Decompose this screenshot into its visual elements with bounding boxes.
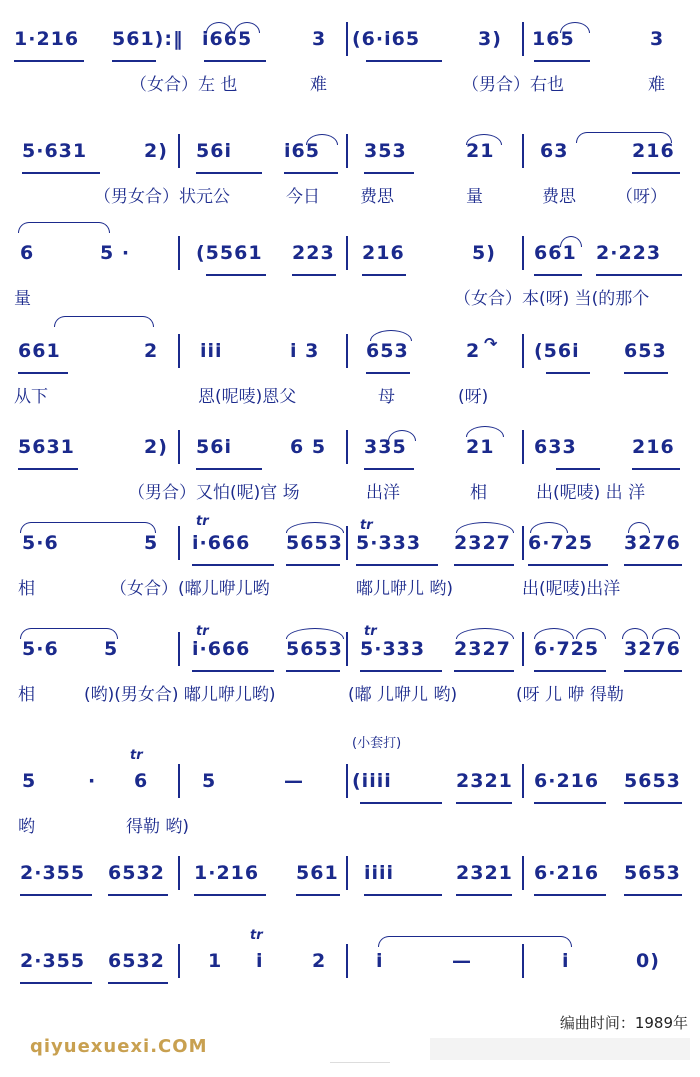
beam (556, 468, 600, 470)
beam (364, 894, 442, 896)
lyric-text: 嘟儿咿儿 哟) (356, 579, 454, 599)
trill-mark: tr (360, 518, 373, 533)
beam (624, 894, 682, 896)
trill-mark: tr (130, 748, 143, 763)
bar-line (178, 526, 180, 560)
bar-line (522, 526, 524, 560)
note-group: 1 (208, 950, 223, 972)
note-group: 5653 (286, 532, 343, 554)
beam (456, 802, 512, 804)
beam (534, 670, 606, 672)
lyric-text: 恩(呢唛)恩父 (198, 387, 297, 407)
bar-line (346, 22, 348, 56)
lyric-text: 难 (310, 75, 327, 95)
bar-line (522, 632, 524, 666)
slur (286, 522, 344, 533)
slur (370, 330, 412, 341)
beam (286, 564, 340, 566)
lyrics-line (0, 182, 700, 208)
beam (534, 894, 606, 896)
beam (192, 564, 274, 566)
notes-line (0, 950, 700, 980)
beam (192, 670, 274, 672)
note-group: 5·631 (22, 140, 88, 162)
beam (454, 564, 514, 566)
lyric-text: （女合）本(呀) 当(的那个 (454, 289, 650, 309)
note-group: 5 · (100, 242, 131, 264)
lyrics-line (0, 70, 700, 96)
beam (534, 802, 606, 804)
beam (360, 802, 442, 804)
bar-line (522, 944, 524, 978)
beam (366, 372, 410, 374)
bar-line (346, 430, 348, 464)
note-group: 661 (534, 242, 577, 264)
beam (292, 274, 336, 276)
note-group: 5631 (18, 436, 75, 458)
bar-line (178, 430, 180, 464)
trill-mark: tr (196, 624, 209, 639)
note-group: 633 (534, 436, 577, 458)
score-row-1 (0, 0, 700, 100)
note-group: 335 (364, 436, 407, 458)
note-group: i 3 (290, 340, 320, 362)
beam (108, 982, 168, 984)
beam (286, 670, 340, 672)
score-row-5 (0, 408, 700, 508)
slur (206, 22, 232, 33)
beam (22, 172, 100, 174)
lyric-text: (呀 儿 咿 得勒 (516, 685, 624, 705)
note-group: iiii (364, 862, 395, 884)
note-group: 3 (312, 28, 327, 50)
note-group: 3) (478, 28, 502, 50)
note-group: 6·216 (534, 862, 600, 884)
score-row-10 (0, 922, 700, 1022)
lyric-text: 量 (466, 187, 483, 207)
lyric-text: (嘟 儿咿儿 哟) (348, 685, 458, 705)
tie (576, 132, 672, 143)
note-group: i·666 (192, 638, 251, 660)
bar-line (522, 22, 524, 56)
slur (388, 430, 416, 441)
notes-line (0, 140, 700, 170)
note-group: 5 (104, 638, 119, 660)
note-group: 2·355 (20, 950, 86, 972)
arrow-icon: ↷ (484, 334, 499, 353)
tie (18, 222, 110, 233)
note-group: 2327 (454, 532, 511, 554)
trill-mark: tr (250, 928, 263, 943)
lyric-text: 出(呢唛) 出 洋 (536, 483, 646, 503)
note-group: 5653 (624, 862, 681, 884)
beam (364, 468, 414, 470)
lyric-text: 今日 (286, 187, 320, 207)
note-group: iii (200, 340, 223, 362)
note-group: 6 (20, 242, 35, 264)
notes-line (0, 242, 700, 272)
note-group: 165 (532, 28, 575, 50)
note-group: (6·i65 (352, 28, 421, 50)
note-group: 5·6 (22, 532, 59, 554)
note-group: 2327 (454, 638, 511, 660)
beam (112, 60, 156, 62)
slur (560, 236, 582, 247)
bar-line (178, 134, 180, 168)
note-group: — (452, 950, 472, 972)
note-group: 6·725 (528, 532, 594, 554)
beam (624, 802, 682, 804)
beam (546, 372, 590, 374)
bar-line (346, 632, 348, 666)
note-group: 2321 (456, 770, 513, 792)
note-group: 216 (632, 140, 675, 162)
slur (234, 22, 260, 33)
note-group: 3276 (624, 638, 681, 660)
note-group: 2 (466, 340, 481, 362)
note-group: 6 (134, 770, 149, 792)
lyrics-line (0, 382, 700, 408)
bar-line (346, 856, 348, 890)
slur (286, 628, 344, 639)
bar-line (346, 526, 348, 560)
slur (456, 628, 514, 639)
note-group: 5·333 (360, 638, 426, 660)
note-group: i·666 (192, 532, 251, 554)
slur (576, 628, 606, 639)
lyric-text: 出(呢唛)出洋 (522, 579, 621, 599)
beam (366, 60, 442, 62)
bar-line (178, 856, 180, 890)
slur (530, 522, 568, 533)
score-row-4 (0, 312, 700, 412)
tie (378, 936, 572, 947)
note-group: 216 (362, 242, 405, 264)
note-group: 5653 (286, 638, 343, 660)
beam (108, 894, 168, 896)
bar-line (522, 430, 524, 464)
notes-line (0, 532, 700, 562)
note-group: 2 (144, 340, 159, 362)
beam (18, 468, 78, 470)
beam (14, 60, 84, 62)
score-row-7 (0, 610, 700, 710)
slur (466, 426, 504, 437)
note-group: 6532 (108, 950, 165, 972)
lyrics-line (0, 284, 700, 310)
score-row-2 (0, 112, 700, 212)
score-row-8 (0, 730, 700, 837)
note-group: 661 (18, 340, 61, 362)
lyric-text: （男合）右也 (462, 75, 564, 95)
composition-date: 编曲时间：1989年 (559, 1014, 688, 1032)
beam (196, 172, 262, 174)
beam (456, 894, 512, 896)
lyric-text: 费思 (360, 187, 394, 207)
bar-line (178, 334, 180, 368)
slur (628, 522, 650, 533)
bar-line (522, 236, 524, 270)
bar-line (522, 856, 524, 890)
lyric-text: （女合）(嘟儿咿儿哟 (110, 579, 270, 599)
bar-line (178, 632, 180, 666)
beam (204, 60, 266, 62)
note-group: 3 (650, 28, 665, 50)
note-group: (56i (534, 340, 580, 362)
note-group: 1·216 (194, 862, 260, 884)
note-group: — (284, 770, 304, 792)
bar-line (522, 334, 524, 368)
note-group: i (562, 950, 570, 972)
score-row-9 (0, 834, 700, 934)
beam (360, 670, 442, 672)
beam (362, 274, 406, 276)
lyric-text: 哟 (18, 817, 35, 837)
notes-line (0, 638, 700, 668)
notes-line (0, 770, 700, 800)
note-group: 5 (22, 770, 37, 792)
lyric-text: （女合）左 也 (130, 75, 238, 95)
beam (20, 982, 92, 984)
note-group: (iiii (352, 770, 392, 792)
beam (624, 372, 668, 374)
lyric-text: （男合）又怕(呢)官 场 (128, 483, 300, 503)
beam (624, 670, 682, 672)
note-group: i65 (284, 140, 320, 162)
note-group: 561):‖ (112, 28, 184, 50)
tie (20, 628, 118, 639)
note-group: 6 5 (290, 436, 327, 458)
beam (364, 172, 414, 174)
bar-line (178, 764, 180, 798)
note-group: 5) (472, 242, 496, 264)
notes-line (0, 436, 700, 466)
slur (534, 628, 574, 639)
slur (466, 134, 502, 145)
beam (356, 564, 438, 566)
note-group: 2·223 (596, 242, 662, 264)
bar-line (522, 134, 524, 168)
note-group: 5 (144, 532, 159, 554)
slur (306, 134, 338, 145)
note-group: 2 (312, 950, 327, 972)
note-group: 653 (366, 340, 409, 362)
lyric-text: 相 (470, 483, 487, 503)
beam (454, 670, 514, 672)
score-row-3 (0, 214, 700, 314)
note-group: 216 (632, 436, 675, 458)
note-group: 5653 (624, 770, 681, 792)
notes-line (0, 862, 700, 892)
note-group: 2·355 (20, 862, 86, 884)
tie (20, 522, 156, 533)
section-annotation: (小套打) (352, 736, 402, 751)
lyric-text: 相 (18, 685, 35, 705)
bar-line (346, 764, 348, 798)
lyrics-line (0, 680, 700, 706)
bar-line (346, 236, 348, 270)
lyric-text: 费思 (542, 187, 576, 207)
note-group: 5·6 (22, 638, 59, 660)
lyric-text: (呀) (458, 387, 489, 407)
note-group: 561 (296, 862, 339, 884)
site-watermark: qiyuexuexi.COM (30, 1036, 208, 1057)
trill-mark: tr (364, 624, 377, 639)
slur (652, 628, 680, 639)
note-group: i (376, 950, 384, 972)
lyrics-line (0, 478, 700, 504)
note-group: 6·216 (534, 770, 600, 792)
note-group: 56i (196, 140, 232, 162)
score-row-6 (0, 504, 700, 604)
beam (18, 372, 68, 374)
lyric-text: 母 (378, 387, 395, 407)
note-group: 223 (292, 242, 335, 264)
footer-shade (430, 1038, 690, 1060)
beam (196, 468, 262, 470)
bar-line (522, 764, 524, 798)
bar-line (346, 134, 348, 168)
beam (194, 894, 266, 896)
footer-divider (330, 1062, 390, 1063)
lyric-text: (哟)(男女合) 嘟儿咿儿哟) (84, 685, 276, 705)
beam (206, 274, 266, 276)
beam (296, 894, 340, 896)
bar-line (346, 334, 348, 368)
beam (528, 564, 608, 566)
lyric-text: 量 (14, 289, 31, 309)
beam (632, 172, 680, 174)
lyric-text: 相 (18, 579, 35, 599)
lyric-text: （男女合）状元公 (94, 187, 230, 207)
beam (534, 60, 590, 62)
slur (622, 628, 648, 639)
beam (20, 894, 92, 896)
lyric-text: （呀） (616, 187, 667, 207)
note-group: 653 (624, 340, 667, 362)
lyric-text: 出洋 (366, 483, 400, 503)
note-group: 2) (144, 140, 168, 162)
note-group: 21 (466, 140, 495, 162)
bar-line (346, 944, 348, 978)
bar-line (178, 236, 180, 270)
note-group: · (88, 770, 97, 792)
note-group: 5·333 (356, 532, 422, 554)
note-group: i665 (202, 28, 253, 50)
note-group: 353 (364, 140, 407, 162)
note-group: 1·216 (14, 28, 80, 50)
lyric-text: 从下 (14, 387, 48, 407)
note-group: 0) (636, 950, 660, 972)
slur (560, 22, 590, 33)
note-group: 6·725 (534, 638, 600, 660)
note-group: 56i (196, 436, 232, 458)
beam (624, 564, 682, 566)
note-group: 5 (202, 770, 217, 792)
note-group: 3276 (624, 532, 681, 554)
note-group: (5561 (196, 242, 263, 264)
note-group: i (256, 950, 264, 972)
note-group: 2321 (456, 862, 513, 884)
notes-line (0, 340, 700, 370)
lyrics-line (0, 574, 700, 600)
slur (456, 522, 514, 533)
beam (596, 274, 682, 276)
bar-line (178, 944, 180, 978)
note-group: 6532 (108, 862, 165, 884)
lyric-text: 得勒 哟) (126, 817, 190, 837)
beam (632, 468, 680, 470)
trill-mark: tr (196, 514, 209, 529)
lyric-text: 难 (648, 75, 665, 95)
tie (54, 316, 154, 327)
note-group: 63 (540, 140, 569, 162)
beam (284, 172, 338, 174)
note-group: 2) (144, 436, 168, 458)
notes-line (0, 28, 700, 58)
beam (534, 274, 582, 276)
note-group: 21 (466, 436, 495, 458)
